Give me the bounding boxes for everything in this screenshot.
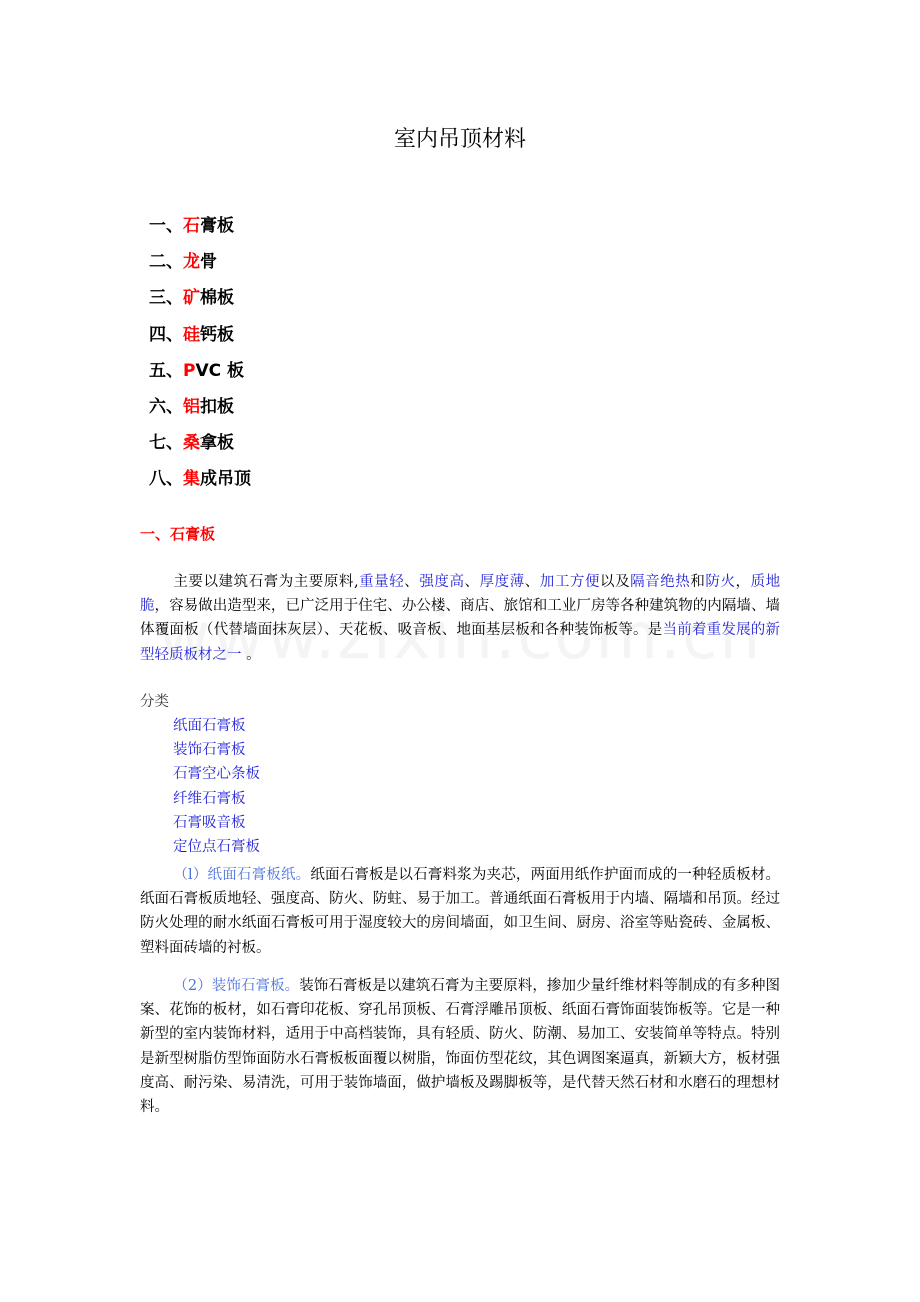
keyword-link[interactable]: 防火 bbox=[705, 574, 736, 590]
classification-link[interactable]: 纸面石膏板 bbox=[173, 718, 246, 734]
keyword-link[interactable]: 强度高 bbox=[419, 574, 465, 590]
toc-item: 八、集成吊顶 bbox=[149, 469, 251, 490]
paper-gypsum-paragraph: （l）纸面石膏板纸。纸面石膏板是以石膏料浆为夹芯，两面用纸作护面而成的一种轻质板材。纸面石膏板质地轻、强度高、防火、防蛀、易于加工。普通纸面石膏板用于内墙、隔墙和吊顶。经过防火处理的耐水纸面石膏板可用于湿度较大的房间墙面，如卫生间、厨房、浴室等贴瓷砖、金属板、塑料面砖墙的衬板。 bbox=[140, 867, 781, 956]
keyword-link[interactable]: 厚度薄 bbox=[479, 574, 525, 590]
toc-item: 六、铝扣板 bbox=[149, 396, 234, 417]
keyword-link[interactable]: 隔音绝热 bbox=[630, 574, 691, 590]
toc-item: 五、PVC 板 bbox=[149, 360, 245, 381]
keyword-link[interactable]: 质地脆 bbox=[140, 574, 781, 615]
toc-item: 三、矿棉板 bbox=[149, 288, 234, 309]
classification-title: 分类 bbox=[140, 694, 169, 710]
section-heading: 一、石膏板 bbox=[140, 525, 216, 543]
toc-item: 二、龙骨 bbox=[149, 252, 217, 273]
classification-link[interactable]: 装饰石膏板 bbox=[173, 742, 246, 759]
intro-paragraph: 主要以建筑石膏为主要原料,重量轻、强度高、厚度薄、加工方便以及隔音绝热和防火，质地脆，容易做出造型来，已广泛用于住宅、办公楼、商店、旅馆和工业厂房等各种建筑物的内隔墙、墙体覆面板（代替墙面抹灰层）、天花板、吸音板、地面基层板和各种装饰板等。是当前着重发展的新型轻质板材之一 。 bbox=[140, 574, 781, 663]
page-title: 室内吊顶材料 bbox=[393, 127, 526, 152]
toc-item: 一、石膏板 bbox=[149, 216, 234, 236]
toc-item: 四、硅钙板 bbox=[149, 324, 234, 345]
toc-item: 七、桑拿板 bbox=[149, 433, 234, 454]
classification-list bbox=[173, 714, 260, 859]
classification-link[interactable]: 石膏吸音板 bbox=[173, 814, 246, 831]
keyword-link[interactable]: 重量轻 bbox=[358, 574, 405, 590]
table-of-contents bbox=[149, 213, 251, 503]
keyword-link[interactable]: 加工方便 bbox=[539, 574, 601, 590]
paragraph-label: （l）纸面石膏板纸。 bbox=[173, 867, 311, 883]
classification-link[interactable]: 石膏空心条板 bbox=[173, 766, 260, 783]
decorative-gypsum-paragraph: （2）装饰石膏板。装饰石膏板是以建筑石膏为主要原料，掺加少量纤维材料等制成的有多种图案、花饰的板材，如石膏印花板、穿孔吊顶板、石膏浮雕吊顶板、纸面石膏饰面装饰板等。它是一种新型的室内装饰材料，适用于中高档装饰，具有轻质、防火、防潮、易加工、安装简单等特点。特别是新型树脂仿型饰面防水石膏板板面覆以树脂，饰面仿型花纹，其色调图案逼真，新颖大方，板材强度高、耐污染、易清洗，可用于装饰墙面，做护墙板及踢脚板等，是代替天然石材和水磨石的理想材料。 bbox=[140, 978, 780, 1116]
classification-link[interactable]: 定位点石膏板 bbox=[173, 838, 260, 855]
keyword-link[interactable]: 当前着重发展的新型轻质板材之一 bbox=[140, 622, 781, 663]
classification-link[interactable]: 纤维石膏板 bbox=[173, 790, 246, 807]
paragraph-label: （2）装饰石膏板。 bbox=[173, 978, 300, 994]
